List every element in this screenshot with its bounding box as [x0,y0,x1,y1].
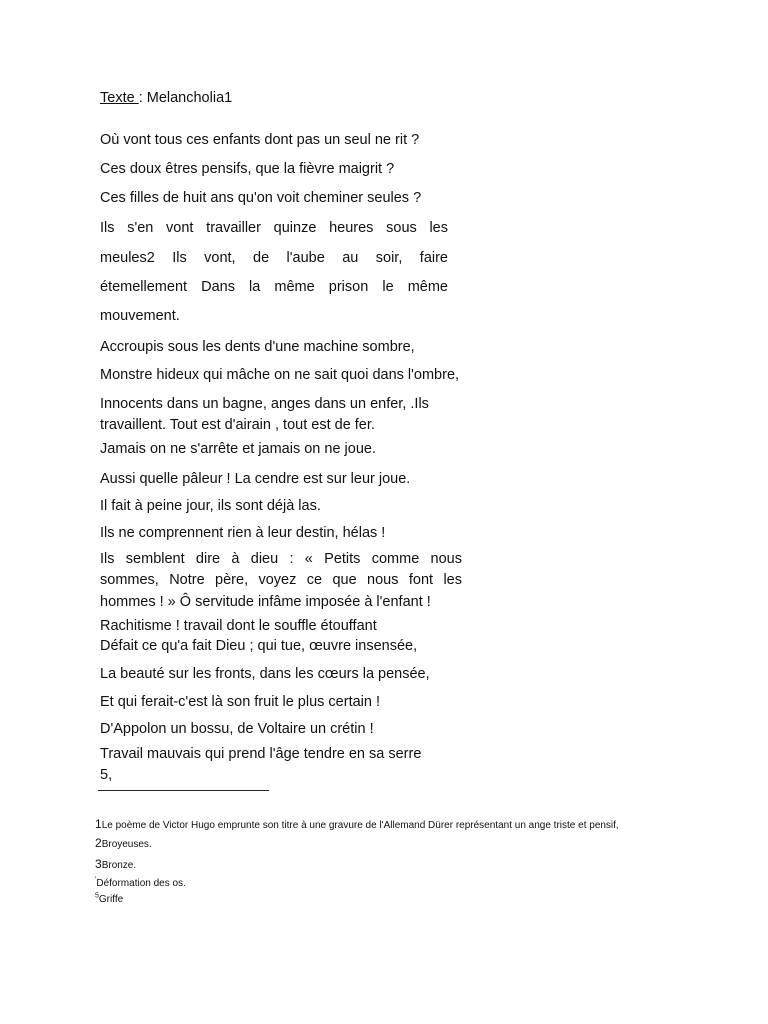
footnote-marker: ' [95,876,97,884]
footnote-marker: 2 [95,836,102,850]
title-name: Melancholia1 [146,90,233,106]
poem-line: mouvement. [100,308,180,324]
footnote [95,894,123,906]
footnote-separator [98,790,269,791]
poem-line: Ils ne comprennent rien à leur destin, hélas ! [100,525,386,541]
footnote-text: Déformation des os. [96,878,186,889]
footnote-text: Bronze. [101,860,137,871]
poem-line: sommes, Notre père, voyez ce que nous font les [100,572,462,588]
footnote-marker: 3 [95,857,102,871]
footnote [95,818,619,832]
poem-line: Il fait à peine jour, ils sont déjà las. [100,498,321,514]
footnote-marker: 5 [95,892,99,900]
footnote-text: Broyeuses. [101,839,152,850]
poem-line: travaillent. Tout est d'airain , tout est de fer. [100,417,375,433]
poem-line: D'Appolon un bossu, de Voltaire un crétin ! [100,721,374,737]
poem-line: Jamais on ne s'arrête et jamais on ne joue. [100,441,377,457]
footnote [95,837,152,851]
poem-line: Où vont tous ces enfants dont pas un seul ne rit ? [100,132,420,148]
footnote [95,858,136,872]
poem-line: Ces filles de huit ans qu'on voit cheminer seules ? [100,190,422,206]
poem-line: Monstre hideux qui mâche on ne sait quoi dans l'ombre, [100,367,460,383]
document-title [100,89,232,107]
footnote-text: Le poème de Victor Hugo emprunte son titre à une gravure de l'Allemand Dürer représentant un ange triste et pensif, [101,820,619,831]
poem-line: Travail mauvais qui prend l'âge tendre en sa serre [100,746,422,762]
poem-line: La beauté sur les fronts, dans les cœurs la pensée, [100,666,430,682]
title-label: Texte [100,90,139,106]
footnote-text: Griffe [98,894,124,905]
poem-line: Aussi quelle pâleur ! La cendre est sur leur joue. [100,471,411,487]
footnote-marker: 1 [95,817,102,831]
poem-line: hommes ! » Ô servitude infâme imposée à l'enfant ! [100,594,431,610]
poem-line: 5, [100,767,113,783]
poem-line: Défait ce qu'a fait Dieu ; qui tue, œuvre insensée, [100,638,418,654]
footnote [95,878,186,890]
poem-line: Et qui ferait-c'est là son fruit le plus certain ! [100,694,381,710]
poem-line: meules2 Ils vont, de l'aube au soir, faire [100,250,448,266]
poem-line: Ils semblent dire à dieu : « Petits comme nous [100,551,462,567]
poem-line: Ils s'en vont travailler quinze heures sous les [100,220,448,236]
poem-line: Rachitisme ! travail dont le souffle étouffant [100,618,377,634]
title-separator: : [138,90,147,106]
poem-line: étemellement Dans la même prison le même [100,279,448,295]
poem-line: Accroupis sous les dents d'une machine sombre, [100,339,415,355]
poem-line: Ces doux êtres pensifs, que la fièvre maigrit ? [100,161,395,177]
poem-line: Innocents dans un bagne, anges dans un enfer, .Ils [100,396,429,412]
